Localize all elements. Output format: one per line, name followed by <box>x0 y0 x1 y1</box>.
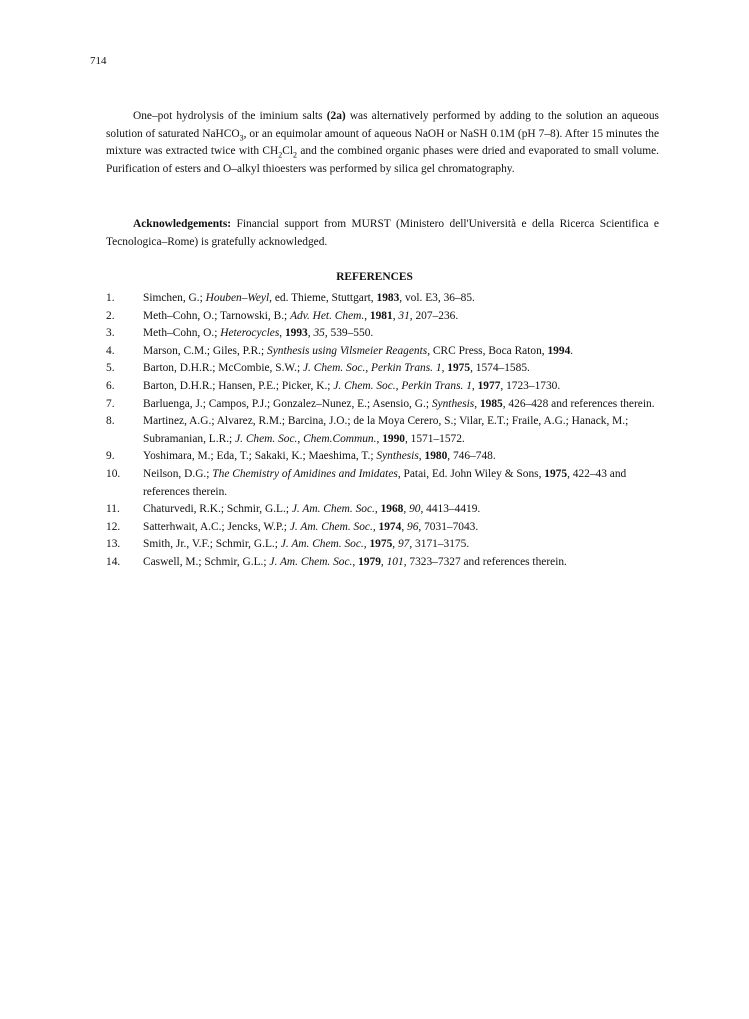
reference-item: 1. Simchen, G.; Houben–Weyl, ed. Thieme, Stuttgart, 1983, vol. E3, 36–85. <box>106 292 475 304</box>
reference-list <box>106 290 666 572</box>
reference-item: 8. Martinez, A.G.; Alvarez, R.M.; Barcina, J.O.; de la Moya Cerero, S.; Vilar, E.T.; Fraile, A.G.; Hanack, M.; Subramanian, L.R.; J. Chem. Soc., Chem.Commun., 1990, 1571–1572. <box>106 415 629 445</box>
reference-item: 6. Barton, D.H.R.; Hansen, P.E.; Picker, K.; J. Chem. Soc., Perkin Trans. 1, 1977, 1723–1730. <box>106 379 561 392</box>
page-number: 714 <box>90 55 107 67</box>
reference-item: 5. Barton, D.H.R.; McCombie, S.W.; J. Chem. Soc., Perkin Trans. 1, 1975, 1574–1585. <box>106 362 530 375</box>
reference-item: 12. Satterhwait, A.C.; Jencks, W.P.; J. Am. Chem. Soc., 1974, 96, 7031–7043. <box>106 520 479 533</box>
reference-item: 10. Neilson, D.G.; The Chemistry of Amidines and Imidates, Patai, Ed. John Wiley & Sons, 1975, 422–43 and references therein. <box>106 467 627 498</box>
reference-item: 9. Yoshimara, M.; Eda, T.; Sakaki, K.; Maeshima, T.; Synthesis, 1980, 746–748. <box>106 450 496 463</box>
reference-item: 2. Meth–Cohn, O.; Tarnowski, B.; Adv. Het. Chem., 1981, 31, 207–236. <box>106 309 459 322</box>
body-paragraph: One–pot hydrolysis of the iminium salts (2a) was alternatively performed by adding to the solution an aqueous solution of saturated NaHCO$_3$, or an equimolar amount of aqueous NaOH or NaSH 0.1M (pH 7–8). After 15 minutes the mixture was extracted twice with $CH_2Cl_2$ and the combined organic phases were dried and evaporated to small volume. Purification of esters and O–alkyl thioesters was performed by silica gel chromatography. <box>106 110 660 175</box>
reference-item: 7. Barluenga, J.; Campos, P.J.; Gonzalez–Nunez, E.; Asensio, G.; Synthesis, 1985, 426–428 and references therein. <box>106 397 655 410</box>
reference-item: 4. Marson, C.M.; Giles, P.R.; Synthesis using Vilsmeier Reagents, CRC Press, Boca Raton, 1994. <box>106 344 574 357</box>
acknowledgements-label: Acknowledgements: <box>133 218 232 230</box>
references-heading: REFERENCES <box>336 271 413 283</box>
reference-item: 13. Smith, Jr., V.F.; Schmir, G.L.; J. Am. Chem. Soc., 1975, 97, 3171–3175. <box>106 538 470 551</box>
reference-item: 14. Caswell, M.; Schmir, G.L.; J. Am. Chem. Soc., 1979, 101, 7323–7327 and references therein. <box>106 555 567 568</box>
acknowledgements-paragraph: Acknowledgements: Financial support from MURST (Ministero dell'Università e della Ricerca Scientifica e Tecnologica–Rome) is gratefully acknowledged. <box>106 218 659 248</box>
reference-item: 11. Chaturvedi, R.K.; Schmir, G.L.; J. Am. Chem. Soc., 1968, 90, 4413–4419. <box>106 503 481 516</box>
reference-item: 3. Meth–Cohn, O.; Heterocycles, 1993, 35, 539–550. <box>106 327 374 340</box>
